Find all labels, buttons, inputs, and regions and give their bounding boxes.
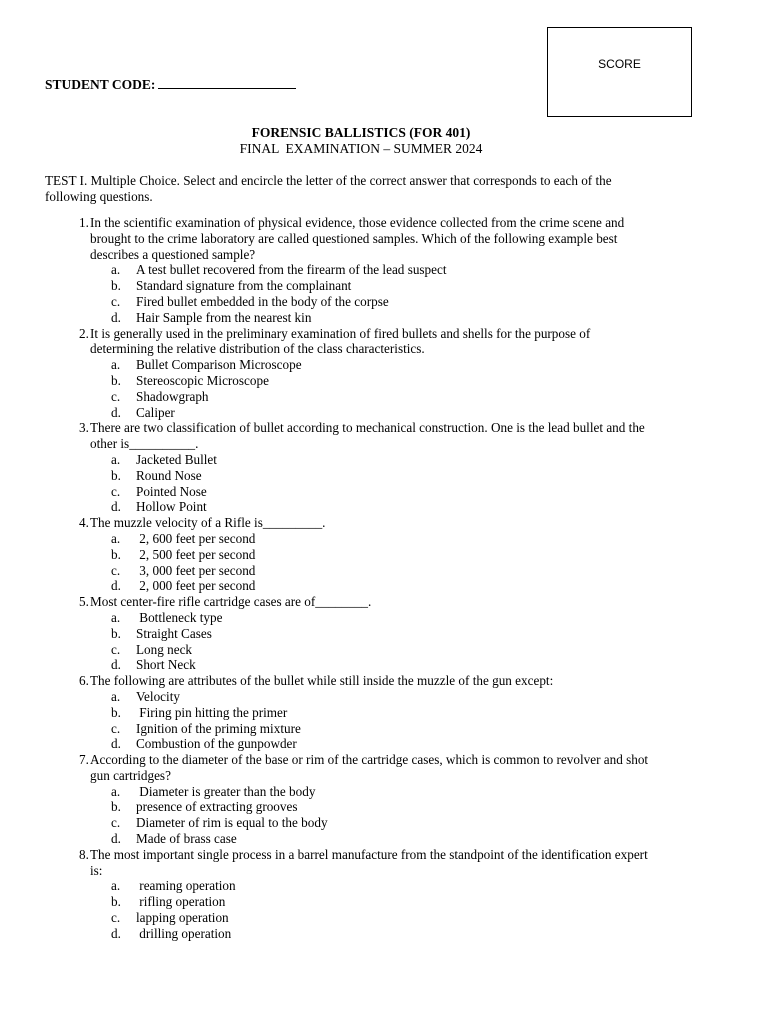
option-letter: a. [111, 783, 121, 799]
option-text: reaming operation [136, 878, 236, 894]
option-text: Diameter is greater than the body [136, 783, 316, 799]
option-text: rifling operation [136, 894, 226, 910]
option-letter: d. [111, 657, 121, 673]
answer-option[interactable] [45, 721, 685, 737]
question-number: 6. [79, 673, 89, 689]
question-item [45, 847, 685, 942]
option-letter: c. [111, 483, 121, 499]
question-text: other is__________. [90, 436, 199, 452]
option-text: Straight Cases [136, 625, 212, 641]
option-letter: c. [111, 720, 121, 736]
question-item [45, 420, 685, 515]
option-letter: b. [111, 546, 121, 562]
option-letter: b. [111, 467, 121, 483]
option-text: Made of brass case [136, 831, 237, 847]
question-text: The muzzle velocity of a Rifle is_________. [90, 515, 326, 531]
answer-option[interactable] [45, 657, 685, 673]
option-letter: c. [111, 562, 121, 578]
question-text: In the scientific examination of physical evidence, those evidence collected from the crime scene and [90, 215, 625, 230]
answer-option[interactable] [45, 784, 685, 800]
option-text: drilling operation [136, 925, 232, 941]
question-line [45, 341, 685, 357]
option-letter: b. [111, 799, 121, 815]
option-text: Pointed Nose [136, 483, 207, 499]
answer-option[interactable] [45, 563, 685, 579]
answer-option[interactable] [45, 642, 685, 658]
option-text: Bottleneck type [136, 609, 223, 625]
option-letter: a. [111, 688, 121, 704]
option-text: 2, 500 feet per second [136, 546, 256, 562]
option-text: Hollow Point [136, 499, 207, 515]
student-code-line [45, 76, 296, 93]
question-item [45, 326, 685, 421]
answer-option[interactable] [45, 736, 685, 752]
question-text: gun cartridges? [90, 767, 171, 783]
option-letter: a. [111, 878, 121, 894]
answer-option[interactable] [45, 689, 685, 705]
answer-option[interactable] [45, 799, 685, 815]
option-text: Ignition of the priming mixture [136, 720, 301, 736]
question-number [45, 247, 90, 263]
question-number [45, 863, 90, 879]
question-item [45, 515, 685, 594]
answer-option[interactable] [45, 626, 685, 642]
question-number: 4. [79, 515, 89, 531]
option-text: 2, 000 feet per second [136, 578, 256, 594]
question-text: According to the diameter of the base or rim of the cartridge cases, which is common to revolver and shot [90, 752, 649, 768]
question-line [45, 768, 685, 784]
option-text: Round Nose [136, 467, 202, 483]
question-text: The most important single process in a barrel manufacture from the standpoint of the identification expert [90, 846, 648, 862]
question-line [45, 863, 685, 879]
option-text: Stereoscopic Microscope [136, 372, 269, 388]
option-text: 2, 600 feet per second [136, 530, 256, 546]
question-line [45, 594, 685, 610]
option-text: Hair Sample from the nearest kin [136, 309, 312, 325]
answer-option[interactable] [45, 705, 685, 721]
question-text: is: [90, 862, 103, 878]
course-title: FORENSIC BALLISTICS (FOR 401) [251, 125, 471, 140]
option-text: Bullet Comparison Microscope [136, 357, 302, 373]
question-line [45, 247, 685, 263]
question-text: Most center-fire rifle cartridge cases are of________. [90, 594, 372, 610]
score-label: SCORE [598, 57, 641, 71]
question-number: 8. [79, 846, 89, 862]
question-text: It is generally used in the preliminary examination of fired bullets and shells for the purpose of [90, 325, 591, 341]
option-text: Combustion of the gunpowder [136, 736, 297, 752]
answer-option[interactable] [45, 278, 685, 294]
answer-option[interactable] [45, 484, 685, 500]
option-text: Jacketed Bullet [136, 451, 217, 467]
answer-option[interactable] [45, 310, 685, 326]
question-number: 1. [79, 215, 89, 230]
answer-option[interactable] [45, 894, 685, 910]
question-number [45, 436, 90, 452]
question-line [45, 215, 685, 231]
option-letter: d. [111, 578, 121, 594]
option-letter: c. [111, 815, 121, 831]
option-letter: c. [111, 910, 121, 926]
answer-option[interactable] [45, 499, 685, 515]
option-text: A test bullet recovered from the firearm of the lead suspect [136, 262, 447, 278]
option-letter: c. [111, 388, 121, 404]
option-text: Firing pin hitting the primer [136, 704, 288, 720]
question-text: brought to the crime laboratory are called questioned samples. Which of the following example best [90, 230, 618, 246]
answer-option[interactable] [45, 610, 685, 626]
option-letter: d. [111, 404, 121, 420]
question-number: 7. [79, 752, 89, 768]
question-number: 5. [79, 594, 89, 610]
answer-option[interactable] [45, 468, 685, 484]
question-text: There are two classification of bullet according to mechanical construction. One is the lead bullet and the [90, 420, 645, 436]
student-code-blank [158, 76, 296, 89]
question-text: describes a questioned sample? [90, 246, 256, 262]
option-text: Velocity [136, 688, 180, 704]
answer-option[interactable] [45, 547, 685, 563]
option-text: Caliper [136, 404, 175, 420]
question-text: determining the relative distribution of the class characteristics. [90, 341, 425, 357]
question-item [45, 594, 685, 673]
test-instructions: TEST I. Multiple Choice. Select and encircle the letter of the correct answer that corresponds to each of the following questions. [45, 173, 612, 204]
option-text: lapping operation [136, 910, 229, 926]
answer-option[interactable] [45, 389, 685, 405]
question-number: 2. [79, 325, 89, 341]
option-letter: b. [111, 894, 121, 910]
option-letter: d. [111, 309, 121, 325]
option-text: Fired bullet embedded in the body of the corpse [136, 293, 389, 309]
answer-option[interactable] [45, 262, 685, 278]
option-letter: a. [111, 530, 121, 546]
question-line [45, 436, 685, 452]
answer-option[interactable] [45, 357, 685, 373]
option-letter: a. [111, 609, 121, 625]
option-text: Long neck [136, 641, 193, 657]
question-list [45, 215, 685, 942]
answer-option[interactable] [45, 294, 685, 310]
question-line [45, 752, 685, 768]
exam-title: FINAL EXAMINATION – SUMMER 2024 [239, 141, 483, 156]
question-line [45, 515, 685, 531]
answer-option[interactable] [45, 878, 685, 894]
option-text: Diameter of rim is equal to the body [136, 815, 328, 831]
answer-option[interactable] [45, 452, 685, 468]
question-number [45, 231, 90, 247]
answer-option[interactable] [45, 926, 685, 942]
option-letter: d. [111, 925, 121, 941]
option-letter: b. [111, 704, 121, 720]
score-box [547, 27, 692, 117]
question-line [45, 231, 685, 247]
option-text: Standard signature from the complainant [136, 278, 352, 294]
option-letter: b. [111, 625, 121, 641]
option-letter: d. [111, 736, 121, 752]
question-text: The following are attributes of the bullet while still inside the muzzle of the gun except: [90, 673, 554, 689]
question-line [45, 847, 685, 863]
option-letter: b. [111, 278, 121, 294]
option-text: presence of extracting grooves [136, 799, 298, 815]
answer-option[interactable] [45, 831, 685, 847]
answer-option[interactable] [45, 815, 685, 831]
option-letter: c. [111, 641, 121, 657]
answer-option[interactable] [45, 910, 685, 926]
option-letter: b. [111, 372, 121, 388]
question-item [45, 673, 685, 752]
question-number: 3. [79, 420, 89, 436]
answer-option[interactable] [45, 531, 685, 547]
question-line [45, 326, 685, 342]
question-number [45, 768, 90, 784]
question-line [45, 673, 685, 689]
option-text: Short Neck [136, 657, 196, 673]
option-letter: c. [111, 293, 121, 309]
option-letter: a. [111, 357, 121, 373]
question-number [45, 341, 90, 357]
answer-option[interactable] [45, 405, 685, 421]
question-item [45, 215, 685, 326]
question-line [45, 420, 685, 436]
option-letter: d. [111, 831, 121, 847]
question-item [45, 752, 685, 847]
option-letter: a. [111, 262, 121, 278]
option-text: Shadowgraph [136, 388, 209, 404]
answer-option[interactable] [45, 578, 685, 594]
option-letter: a. [111, 451, 121, 467]
student-code-label: STUDENT CODE: [45, 77, 156, 92]
option-text: 3, 000 feet per second [136, 562, 256, 578]
answer-option[interactable] [45, 373, 685, 389]
option-letter: d. [111, 499, 121, 515]
